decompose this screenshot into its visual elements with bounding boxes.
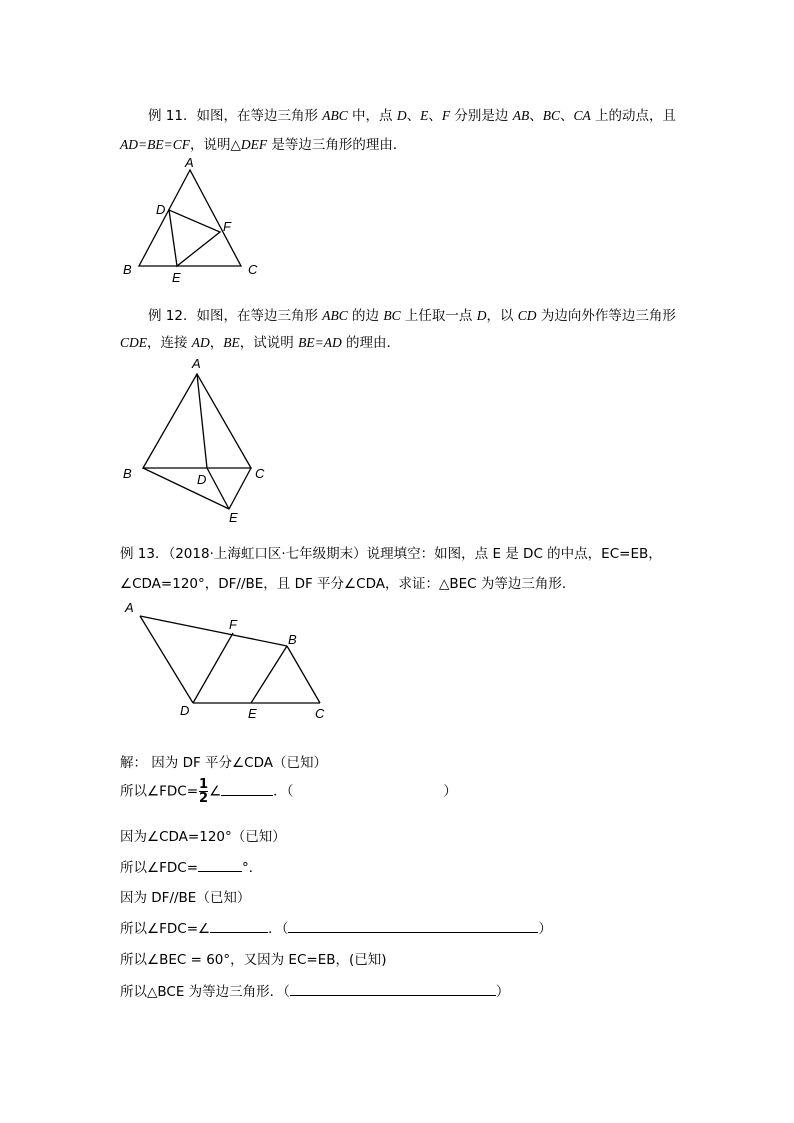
ex11-text: ，说明△ [189, 137, 241, 153]
solution-text: ） [495, 984, 510, 1000]
ex12-text: ，以 [486, 308, 518, 324]
ex11-var: DEF [240, 137, 268, 152]
label-f: F [229, 617, 237, 632]
ex11-var: BC [542, 108, 560, 123]
segment-de [207, 468, 229, 509]
ex11-text: 、 [428, 108, 442, 124]
answer-blank-angle[interactable] [221, 783, 273, 796]
segment-ab [140, 616, 287, 646]
triangle-abc [139, 170, 241, 266]
ex12-line2 [120, 331, 400, 351]
label-e: E [229, 510, 238, 525]
solution-line8 [120, 980, 509, 1000]
ex12-text: ， [209, 335, 224, 351]
label-a: A [125, 600, 134, 615]
label-c: C [248, 262, 258, 277]
ex11-text: 、 [406, 108, 421, 124]
solution-text: 所以∠FDC=∠ [120, 921, 211, 937]
ex11-var: CA [573, 108, 591, 123]
ex12-var: ABC [322, 308, 348, 323]
ex12-text: 上任取一点 [400, 308, 477, 324]
label-a: A [192, 356, 201, 371]
ex12-var: CDE [120, 335, 147, 350]
segment-df [193, 633, 233, 703]
ex13-line2: ∠CDA=120°，DF//BE，且 DF 平分∠CDA，求证：△BEC 为等边三角形． [120, 576, 576, 592]
ex11-var: ABC [322, 108, 348, 123]
label-d: D [197, 472, 207, 487]
ex12-var: AD [191, 335, 210, 350]
ex11-text: 分别是边 [450, 108, 513, 124]
solution-line5: 因为 DF//BE（已知） [120, 890, 251, 906]
ex12-var: BE=AD [298, 335, 342, 350]
ex12-text: 为边向外作等边三角形 [536, 308, 676, 324]
label-d: D [180, 703, 190, 718]
fraction-one-half [199, 778, 208, 805]
solution-line1: 解： 因为 DF 平分∠CDA（已知） [120, 755, 327, 771]
ex12-var: CD [517, 308, 537, 323]
answer-blank-reason-3[interactable] [290, 983, 496, 996]
solution-text: ．（ [268, 921, 289, 937]
segment-bc [287, 646, 320, 703]
ex13-line1: 例 13．（2018·上海虹口区·七年级期末）说理填空：如图，点 E 是 DC 的中点，EC=EB， [120, 546, 662, 562]
ex11-var: F [441, 108, 451, 123]
label-c: C [255, 466, 265, 481]
ex11-line2 [120, 133, 406, 153]
solution-text: ） [443, 783, 457, 800]
solution-line6 [120, 917, 552, 937]
triangle-abc [143, 374, 251, 468]
answer-blank-angle-2[interactable] [210, 920, 268, 933]
solution-text: 所以∠FDC= [120, 860, 199, 876]
ex13-figure [110, 598, 340, 723]
triangle-def [169, 210, 220, 266]
solution-line2 [120, 778, 457, 805]
answer-blank-degrees[interactable] [198, 859, 242, 872]
ex12-var: BE [223, 335, 240, 350]
label-b: B [288, 632, 297, 647]
ex11-var: E [420, 108, 429, 123]
ex11-text: 中，点 [347, 108, 397, 124]
ex11-text: 例 11．如图，在等边三角形 [148, 108, 323, 124]
ex12-var: D [476, 308, 487, 323]
solution-text: °． [242, 860, 263, 876]
label-e: E [248, 706, 257, 721]
ex11-text: 是等边三角形的理由． [267, 137, 407, 153]
label-b: B [123, 466, 132, 481]
solution-text: 所以△BCE 为等边三角形．（ [120, 984, 290, 1000]
fraction-denominator: 2 [199, 791, 209, 806]
label-d: D [156, 202, 166, 217]
label-a: A [185, 158, 194, 170]
ex11-text: 、 [559, 108, 574, 124]
ex11-text: 、 [529, 108, 543, 124]
fraction-numerator: 1 [199, 777, 209, 792]
ex12-text: 例 12．如图，在等边三角形 [148, 308, 323, 324]
solution-text: ） [538, 921, 552, 937]
label-f: F [223, 219, 231, 234]
answer-blank-reason-2[interactable] [288, 920, 538, 933]
angle-symbol: ∠ [209, 783, 222, 800]
ex12-text: ，连接 [147, 335, 192, 351]
ex11-var: AB [512, 108, 530, 123]
ex12-var: BC [383, 308, 401, 323]
solution-text: 所以∠FDC= [120, 783, 199, 800]
segment-ad [140, 616, 193, 703]
ex11-var: AD=BE=CF [120, 137, 190, 152]
label-e: E [172, 270, 181, 285]
solution-line4 [120, 856, 262, 876]
ex12-line1 [148, 304, 676, 324]
ex12-text: ，试说明 [239, 335, 299, 351]
ex11-figure [110, 158, 280, 288]
ex11-line1 [148, 104, 676, 124]
solution-line3: 因为∠CDA=120°（已知） [120, 829, 286, 845]
label-b: B [123, 262, 132, 277]
solution-line7: 所以∠BEC = 60°，又因为 EC=EB，(已知) [120, 952, 387, 968]
label-c: C [315, 706, 325, 721]
ex11-text: 上的动点，且 [590, 108, 677, 124]
ex12-figure [110, 352, 280, 527]
segment-eb [251, 646, 287, 703]
ex11-var: D [396, 108, 407, 123]
ex12-text: 的边 [347, 308, 384, 324]
solution-text: ．（ [273, 783, 294, 800]
ex12-text: 的理由． [341, 335, 400, 351]
